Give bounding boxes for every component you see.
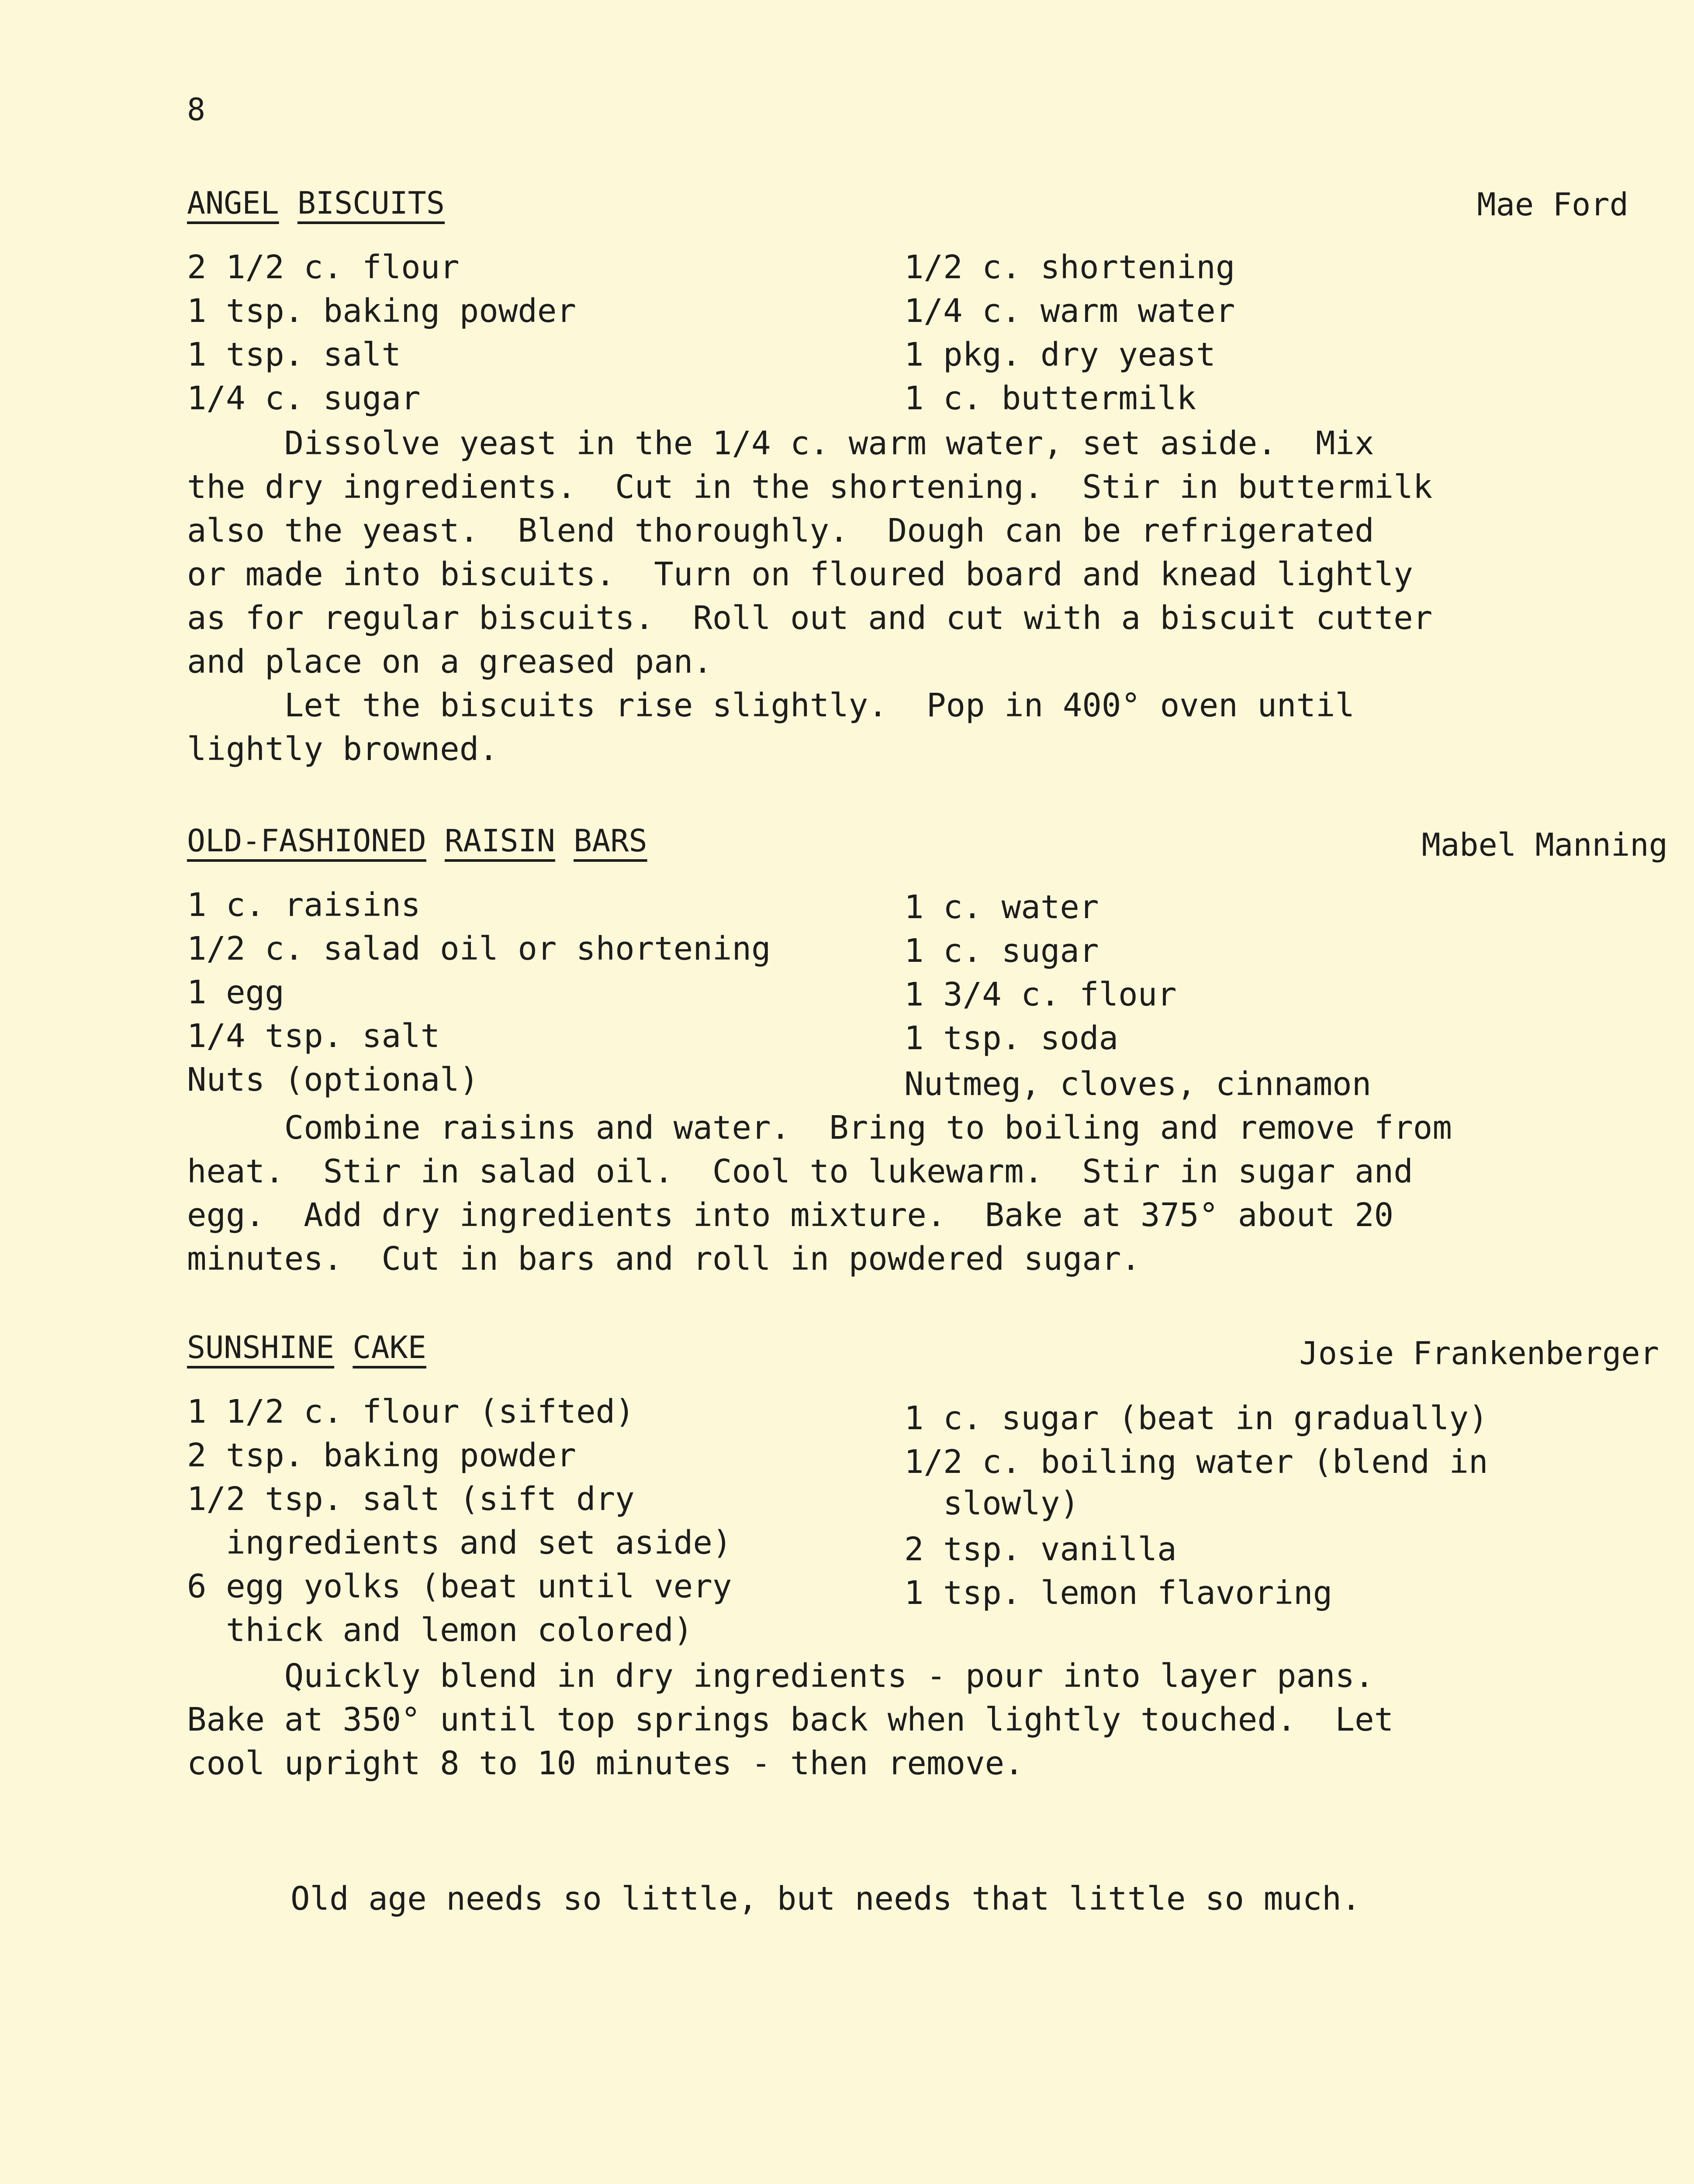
ingredient-left: 1 1/2 c. flour (sifted) [187,1393,635,1431]
direction-line: Let the biscuits rise slightly. Pop in 400° oven until [187,687,1355,724]
ingredient-right: 1 pkg. dry yeast [904,336,1216,373]
title-word: CAKE [353,1330,426,1365]
ingredient-right: 1 c. sugar (beat in gradually) [904,1400,1488,1437]
title-word: SUNSHINE [187,1330,335,1365]
ingredient-left: ingredients and set aside) [187,1524,732,1562]
ingredient-right: 2 tsp. vanilla [904,1531,1177,1568]
ingredient-right: 1 tsp. lemon flavoring [904,1574,1333,1612]
title-word: ANGEL [187,185,279,221]
direction-line: the dry ingredients. Cut in the shortening. Stir in buttermilk [187,468,1433,506]
ingredient-left: 1 tsp. baking powder [187,292,577,330]
direction-line: minutes. Cut in bars and roll in powdered sugar. [187,1240,1141,1278]
recipe-title [187,185,445,221]
ingredient-right: Nutmeg, cloves, cinnamon [904,1065,1372,1103]
ingredient-right: 1 3/4 c. flour [904,976,1177,1013]
ingredient-left: 2 tsp. baking powder [187,1437,577,1474]
ingredient-right: 1 c. buttermilk [904,380,1196,417]
ingredient-left: thick and lemon colored) [187,1611,693,1649]
page-number: 8 [187,92,206,128]
direction-line: cool upright 8 to 10 minutes - then remove. [187,1745,1024,1782]
direction-line: egg. Add dry ingredients into mixture. Bake at 375° about 20 [187,1196,1394,1234]
ingredient-left: 1/2 c. salad oil or shortening [187,930,771,968]
ingredient-right: 1/2 c. boiling water (blend in [904,1443,1488,1481]
title-word: OLD-FASHIONED [187,823,426,859]
ingredient-right: 1 tsp. soda [904,1019,1119,1057]
direction-line: lightly browned. [187,730,498,768]
title-word: BISCUITS [297,185,445,221]
ingredient-right: 1 c. water [904,888,1099,926]
ingredient-right: 1 c. sugar [904,932,1099,970]
ingredient-left: 1/2 tsp. salt (sift dry [187,1480,635,1518]
recipe-author: Josie Frankenberger [1299,1335,1659,1372]
ingredient-left: 6 egg yolks (beat until very [187,1568,732,1605]
direction-line: and place on a greased pan. [187,643,712,681]
direction-line: as for regular biscuits. Roll out and cut with a biscuit cutter [187,599,1433,637]
direction-line: Bake at 350° until top springs back when lightly touched. Let [187,1701,1394,1738]
ingredient-left: 1/4 tsp. salt [187,1017,440,1055]
recipe-title [187,823,647,859]
ingredient-right: 1/2 c. shortening [904,249,1235,286]
closing-quote: Old age needs so little, but needs that little so much. [290,1880,1361,1918]
ingredient-left: Nuts (optional) [187,1061,479,1099]
direction-line: Dissolve yeast in the 1/4 c. warm water, set aside. Mix [187,425,1374,462]
recipe-author: Mabel Manning [1421,826,1668,863]
direction-line: heat. Stir in salad oil. Cool to lukewarm. Stir in sugar and [187,1153,1413,1190]
ingredient-left: 1 egg [187,974,284,1011]
ingredient-right: 1/4 c. warm water [904,292,1235,330]
title-word: BARS [574,823,647,859]
ingredient-left: 1 c. raisins [187,886,421,924]
direction-line: or made into biscuits. Turn on floured board and knead lightly [187,556,1413,593]
title-word: RAISIN [445,823,555,859]
direction-line: also the yeast. Blend thoroughly. Dough can be refrigerated [187,512,1374,549]
recipe-author: Mae Ford [1477,186,1628,223]
direction-line: Quickly blend in dry ingredients - pour into layer pans. [187,1657,1374,1695]
ingredient-right: slowly) [904,1485,1079,1522]
recipe-title [187,1332,426,1363]
ingredient-left: 2 1/2 c. flour [187,249,460,286]
ingredient-left: 1/4 c. sugar [187,380,421,417]
direction-line: Combine raisins and water. Bring to boiling and remove from [187,1109,1452,1147]
ingredient-left: 1 tsp. salt [187,336,401,373]
